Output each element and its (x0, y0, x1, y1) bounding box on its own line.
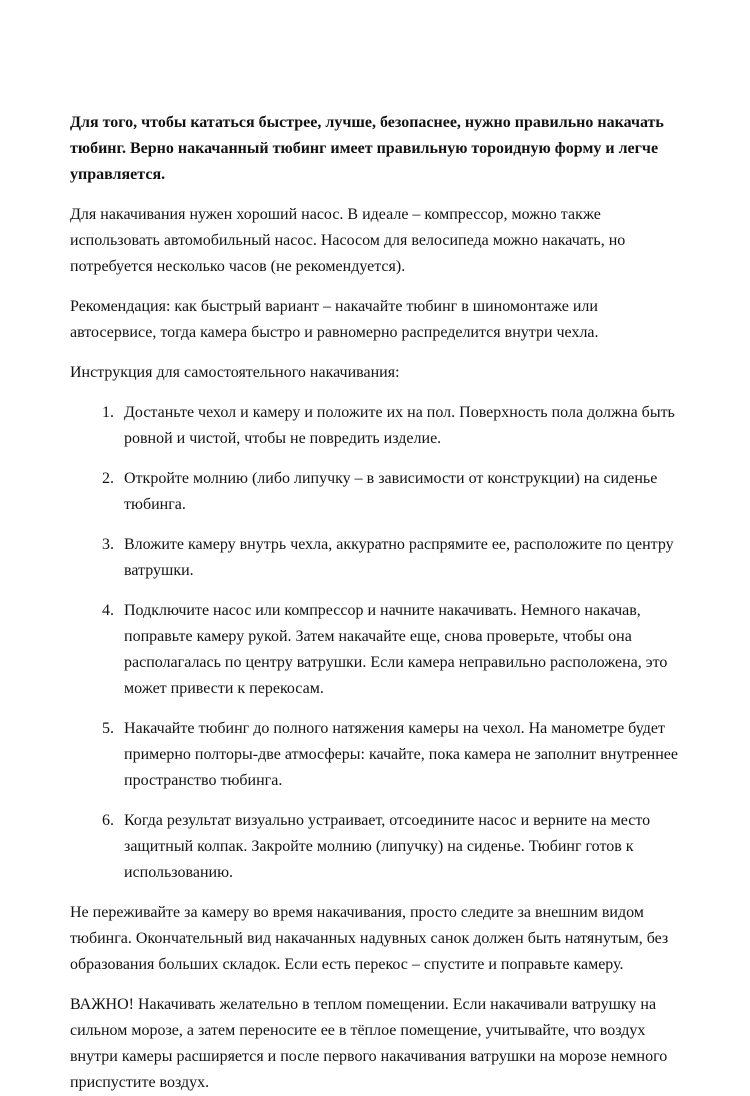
intro-paragraph: Для того, чтобы кататься быстрее, лучше, безопаснее, нужно правильно накачать тюбинг. Верно накачанный тюбинг имеет правильную тороидную форму и легче управляется. (70, 114, 664, 183)
recommendation-paragraph: Рекомендация: как быстрый вариант – накачайте тюбинг в шиномонтаже или автосервисе, тогда камера быстро и равномерно распределится внутри чехла. (70, 298, 599, 341)
important-paragraph: ВАЖНО! Накачивать желательно в теплом помещении. Если накачивали ватрушку на сильном морозе, а затем переносите ее в тёплое помещение, учитывайте, что воздух внутри камеры расширяется и после первого накачивания ватрушки на морозе немного приспустите воздух. (70, 996, 668, 1091)
list-item-step-1: 1. Достаньте чехол и камеру и положите их на пол. Поверхность пола должна быть ровной и чистой, чтобы не повредить изделие. (118, 400, 688, 452)
pump-paragraph: Для накачивания нужен хороший насос. В идеале – компрессор, можно также использовать автомобильный насос. Насосом для велосипеда можно накачать, но потребуется несколько часов (не рекомендуется). (70, 206, 626, 275)
list-item-step-5: 5. Накачайте тюбинг до полного натяжения камеры на чехол. На манометре будет примерно полторы-две атмосферы: качайте, пока камера не заполнит внутреннее пространство тюбинга. (118, 716, 688, 794)
appearance-paragraph: Не переживайте за камеру во время накачивания, просто следите за внешним видом тюбинга. Окончательный вид накачанных надувных санок должен быть натянутым, без образования больших складок. Если есть перекос – спустите и поправьте камеру. (70, 904, 669, 973)
list-item-step-3: 3. Вложите камеру внутрь чехла, аккуратно распрямите ее, расположите по центру ватрушки. (118, 532, 688, 584)
list-item-step-6: 6. Когда результат визуально устраивает, отсоедините насос и верните на место защитный колпак. Закройте молнию (липучку) на сиденье. Тюбинг готов к использованию. (118, 808, 688, 886)
instructions-heading: Инструкция для самостоятельного накачивания: (70, 364, 400, 381)
list-item-step-4: 4. Подключите насос или компрессор и начните накачивать. Немного накачав, поправьте камеру рукой. Затем накачайте еще, снова проверьте, чтобы она располагалась по центру ватрушки. Если камера неправильно расположена, это может привести к перекосам. (118, 598, 688, 702)
list-item-step-2: 2. Откройте молнию (либо липучку – в зависимости от конструкции) на сиденье тюбинга. (118, 466, 688, 518)
instructions-list (70, 400, 688, 886)
